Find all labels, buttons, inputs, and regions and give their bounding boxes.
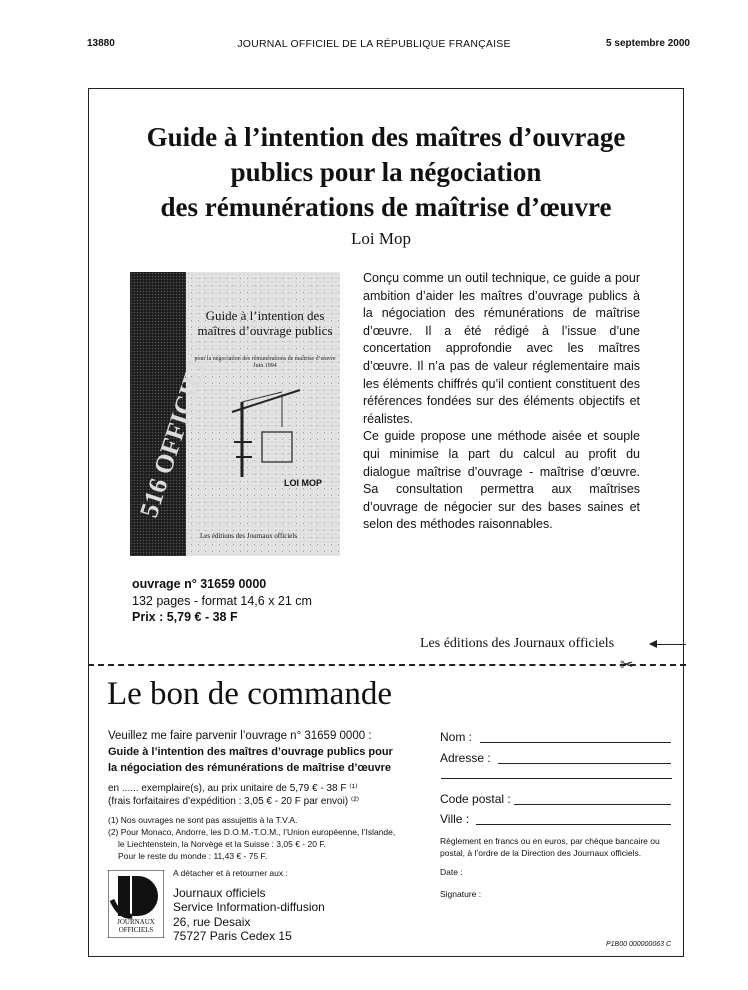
postal-code-label: Code postal : <box>440 792 511 806</box>
crane-illustration <box>222 382 302 482</box>
description-paragraph: Conçu comme un outil technique, ce guide a pour ambition d’aider les maîtres d’ouvrage publics à la négociation des rémunérations de maîtrise d’œuvre. Il a été rédigé à l’issue d’une concertation approfondie avec les maîtres d’œuvre. Il n’a pas de valeur réglementaire mais les éléments chiffrés qu’il contient constituent des références fondées sur des éléments objectifs et réalistes. <box>363 271 640 426</box>
address-line: 75727 Paris Cedex 15 <box>173 928 292 943</box>
title-line-2: publics pour la négociation <box>230 157 542 187</box>
detach-instruction: A détacher et à retourner aux : <box>173 868 288 878</box>
guide-description <box>363 270 640 534</box>
page-number: 13880 <box>87 38 115 49</box>
guide-title <box>88 120 684 225</box>
title-line-1: Guide à l’intention des maîtres d’ouvrage <box>146 122 626 152</box>
name-field[interactable] <box>440 730 472 744</box>
cover-publisher: Les éditions des Journaux officiels <box>200 532 298 540</box>
name-label: Nom : <box>440 730 473 744</box>
cover-subtitle: pour la négociation des rémunérations de maîtrise d’œuvre Juin 1994 <box>194 356 336 369</box>
ouvrage-number: ouvrage n° 31659 0000 <box>132 577 267 591</box>
order-intro: Veuillez me faire parvenir l’ouvrage n° 31659 0000 : <box>108 730 372 742</box>
reference-code: P1B00 000000063 C <box>606 941 671 948</box>
journal-title: JOURNAL OFFICIEL DE LA RÉPUBLIQUE FRANÇAISE <box>237 38 511 50</box>
cut-line <box>88 664 686 666</box>
publisher-line: Les éditions des Journaux officiels <box>420 636 615 651</box>
scissors-icon: ✂ <box>620 657 634 674</box>
postal-code-field[interactable] <box>440 792 511 806</box>
book-reference <box>132 576 312 626</box>
address-input-line-2[interactable] <box>441 778 672 779</box>
address-line: Service Information-diffusion <box>173 900 325 915</box>
address-field[interactable] <box>440 751 491 765</box>
signature-label: Signature : <box>440 889 482 899</box>
publication-date: 5 septembre 2000 <box>606 38 690 49</box>
postal-address <box>173 886 325 943</box>
address-line: Journaux officiels <box>173 886 266 900</box>
book-format: 132 pages - format 14,6 x 21 cm <box>132 593 312 608</box>
city-field[interactable] <box>440 812 469 826</box>
order-book-line-2: la négociation des rémunérations de maîtrise d’œuvre <box>108 762 392 774</box>
name-input-line[interactable] <box>480 742 671 743</box>
city-input-line[interactable] <box>476 824 671 825</box>
book-price: Prix : 5,79 € - 38 F <box>132 610 238 624</box>
spine-text: 516 OFFICIEL <box>134 349 215 521</box>
postal-code-input-line[interactable] <box>514 804 671 805</box>
left-arrow-icon <box>650 644 686 645</box>
cover-title: Guide à l’intention des maîtres d’ouvrage publics <box>197 308 333 338</box>
book-cover <box>130 272 340 556</box>
cover-brand: LOI MOP <box>284 478 322 488</box>
title-line-3: des rémunérations de maîtrise d’œuvre <box>160 192 612 222</box>
order-book-line-1: Guide à l’intention des maîtres d’ouvrage publics pour <box>108 746 393 758</box>
city-label: Ville : <box>440 812 470 826</box>
subtitle: Loi Mop <box>351 229 411 248</box>
order-note: (2) Pour Monaco, Andorre, les D.O.M.-T.O.M., l’Union européenne, l’Islande, <box>108 827 396 837</box>
order-quantity: en ...... exemplaire(s), au prix unitaire de 5,79 € - 38 F ⁽¹⁾ <box>108 783 358 794</box>
date-label: Date : <box>440 867 463 877</box>
description-paragraph: Ce guide propose une méthode aisée et souple qui minimise la part du calcul au profit du dialogue maîtrise d’ouvrage - maîtrise d’œuvre. Sa consultation permettra aux maîtrises d’ouvrage de négocier sur des bases saines et selon des méthodes raisonnables. <box>363 429 640 532</box>
order-note: le Liechtenstein, la Norvège et la Suisse : 3,05 € - 20 F. <box>118 839 326 849</box>
order-shipping: (frais forfaitaires d’expédition : 3,05 € - 20 F par envoi) ⁽²⁾ <box>108 796 360 807</box>
order-details <box>108 728 430 862</box>
address-label: Adresse : <box>440 751 491 765</box>
order-note: (1) Nos ouvrages ne sont pas assujettis à la T.V.A. <box>108 815 298 825</box>
logo-text: JOURNAUX OFFICIELS <box>117 918 155 934</box>
order-form-title: Le bon de commande <box>107 676 392 712</box>
payment-terms: Règlement en francs ou en euros, par chèque bancaire ou postal, à l’ordre de la Direction des Journaux officiels. <box>440 836 660 858</box>
order-notes <box>108 814 430 862</box>
order-note: Pour le reste du monde : 11,43 € - 75 F. <box>118 851 268 861</box>
address-input-line[interactable] <box>498 763 671 764</box>
address-line: 26, rue Desaix <box>173 914 251 929</box>
